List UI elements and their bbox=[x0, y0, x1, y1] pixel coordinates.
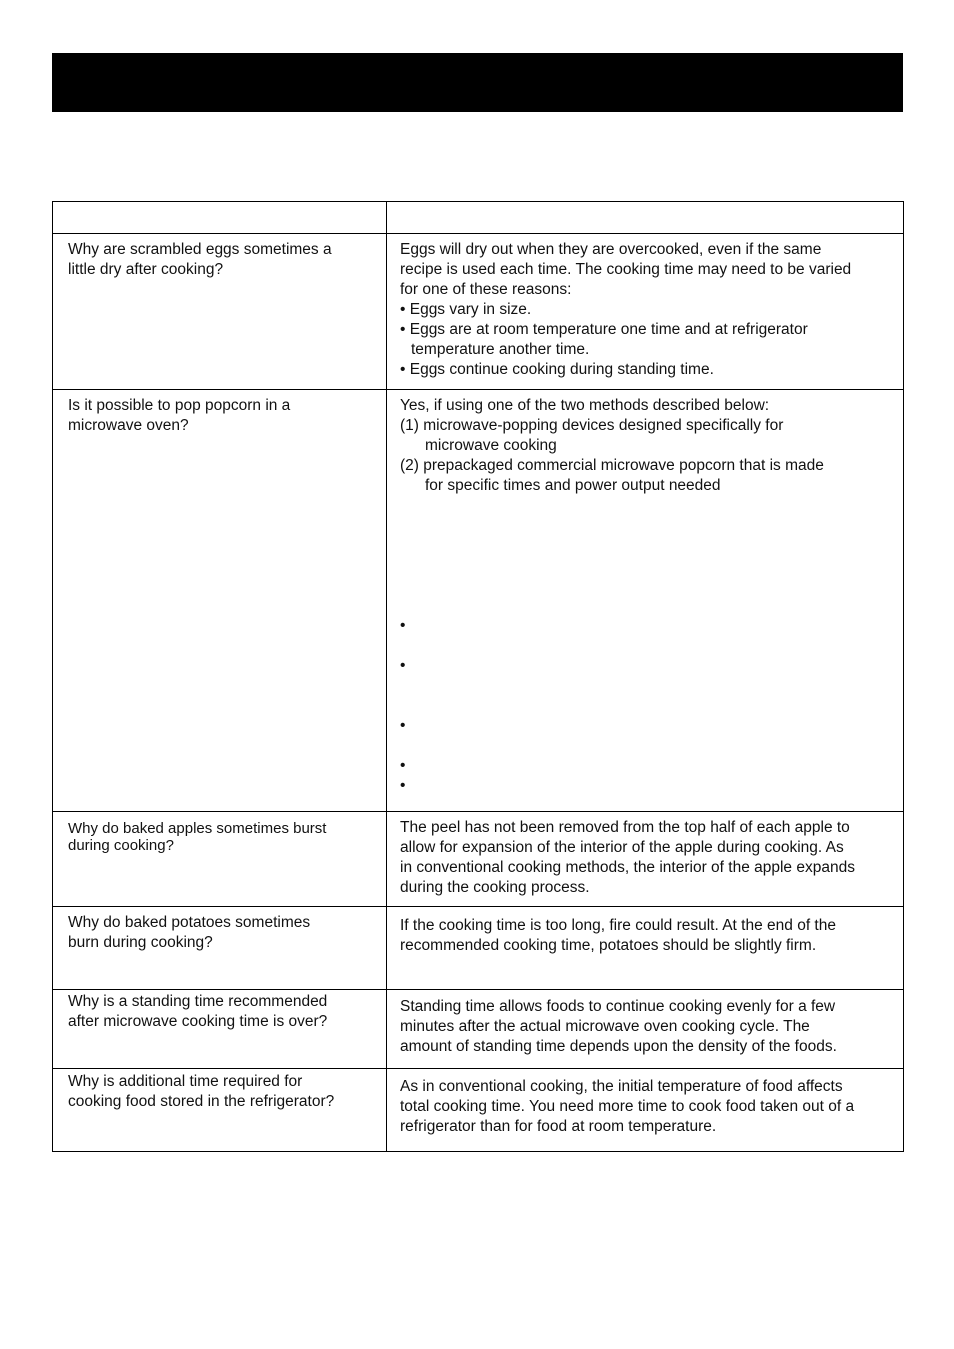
answer-text: (1) microwave-popping devices designed specifically for bbox=[400, 417, 784, 434]
question-text: Why is a standing time recommended bbox=[68, 993, 328, 1010]
answer-text: in conventional cooking methods, the interior of the apple expands bbox=[400, 859, 855, 876]
answer-text: The peel has not been removed from the top half of each apple to bbox=[400, 819, 850, 836]
answer-bullet: • Eggs continue cooking during standing time. bbox=[400, 361, 714, 378]
table-row bbox=[53, 812, 904, 907]
table-row bbox=[53, 907, 904, 990]
question-cell bbox=[53, 390, 387, 812]
question-text: Why do baked potatoes sometimes bbox=[68, 914, 311, 931]
answer-text: Yes, if using one of the two methods described below: bbox=[400, 397, 770, 414]
question-text: Is it possible to pop popcorn in a bbox=[68, 397, 291, 414]
answer-text: Eggs will dry out when they are overcooked, even if the same bbox=[400, 241, 822, 258]
answer-text: refrigerator than for food at room temperature. bbox=[400, 1118, 717, 1135]
answer-bullet: • bbox=[400, 657, 406, 674]
answer-text: minutes after the actual microwave oven cooking cycle. The bbox=[400, 1018, 810, 1035]
answer-bullet: • Eggs vary in size. bbox=[400, 301, 532, 318]
answer-text: during the cooking process. bbox=[400, 879, 590, 896]
question-cell bbox=[53, 990, 387, 1069]
header-cell-question bbox=[53, 202, 387, 234]
answer-text: recommended cooking time, potatoes should be slightly firm. bbox=[400, 937, 817, 954]
question-text: during cooking? bbox=[68, 837, 174, 854]
question-text: Why do baked apples sometimes burst bbox=[68, 820, 327, 837]
answer-bullet: • bbox=[400, 717, 406, 734]
answer-text: for specific times and power output needed bbox=[425, 477, 721, 494]
answer-bullet: • bbox=[400, 777, 406, 794]
table-row bbox=[53, 990, 904, 1069]
answer-cell bbox=[387, 812, 904, 907]
question-cell bbox=[53, 812, 387, 907]
answer-text: (2) prepackaged commercial microwave popcorn that is made bbox=[400, 457, 824, 474]
question-text: Why are scrambled eggs sometimes a bbox=[68, 241, 332, 258]
answer-text: microwave cooking bbox=[425, 437, 557, 454]
answer-bullet: • Eggs are at room temperature one time and at refrigerator bbox=[400, 321, 808, 338]
answer-text: recipe is used each time. The cooking time may need to be varied bbox=[400, 261, 852, 278]
answer-text: total cooking time. You need more time to cook food taken out of a bbox=[400, 1098, 855, 1115]
answer-text: If the cooking time is too long, fire could result. At the end of the bbox=[400, 917, 836, 934]
question-cell bbox=[53, 234, 387, 390]
table-header-row bbox=[53, 202, 904, 234]
answer-cell bbox=[387, 907, 904, 990]
answer-cell bbox=[387, 1069, 904, 1152]
question-cell bbox=[53, 1069, 387, 1152]
question-text: burn during cooking? bbox=[68, 934, 213, 951]
answer-cell bbox=[387, 390, 904, 812]
answer-cell bbox=[387, 990, 904, 1069]
question-text: little dry after cooking? bbox=[68, 261, 224, 278]
question-text: Why is additional time required for bbox=[68, 1073, 303, 1090]
answer-text: amount of standing time depends upon the density of the foods. bbox=[400, 1038, 837, 1055]
answer-text: As in conventional cooking, the initial temperature of food affects bbox=[400, 1078, 843, 1095]
question-text: cooking food stored in the refrigerator? bbox=[68, 1093, 335, 1110]
faq-table bbox=[52, 201, 904, 1152]
question-text: after microwave cooking time is over? bbox=[68, 1013, 328, 1030]
answer-bullet: • bbox=[400, 617, 406, 634]
question-cell bbox=[53, 907, 387, 990]
table-row bbox=[53, 390, 904, 812]
answer-text: allow for expansion of the interior of the apple during cooking. As bbox=[400, 839, 844, 856]
answer-bullet: • bbox=[400, 757, 406, 774]
answer-text: for one of these reasons: bbox=[400, 281, 572, 298]
header-cell-answer bbox=[387, 202, 904, 234]
answer-text: Standing time allows foods to continue cooking evenly for a few bbox=[400, 998, 836, 1015]
table-row bbox=[53, 234, 904, 390]
answer-cell bbox=[387, 234, 904, 390]
table-row bbox=[53, 1069, 904, 1152]
header-bar bbox=[52, 53, 903, 112]
question-text: microwave oven? bbox=[68, 417, 189, 434]
answer-text: temperature another time. bbox=[411, 341, 590, 358]
